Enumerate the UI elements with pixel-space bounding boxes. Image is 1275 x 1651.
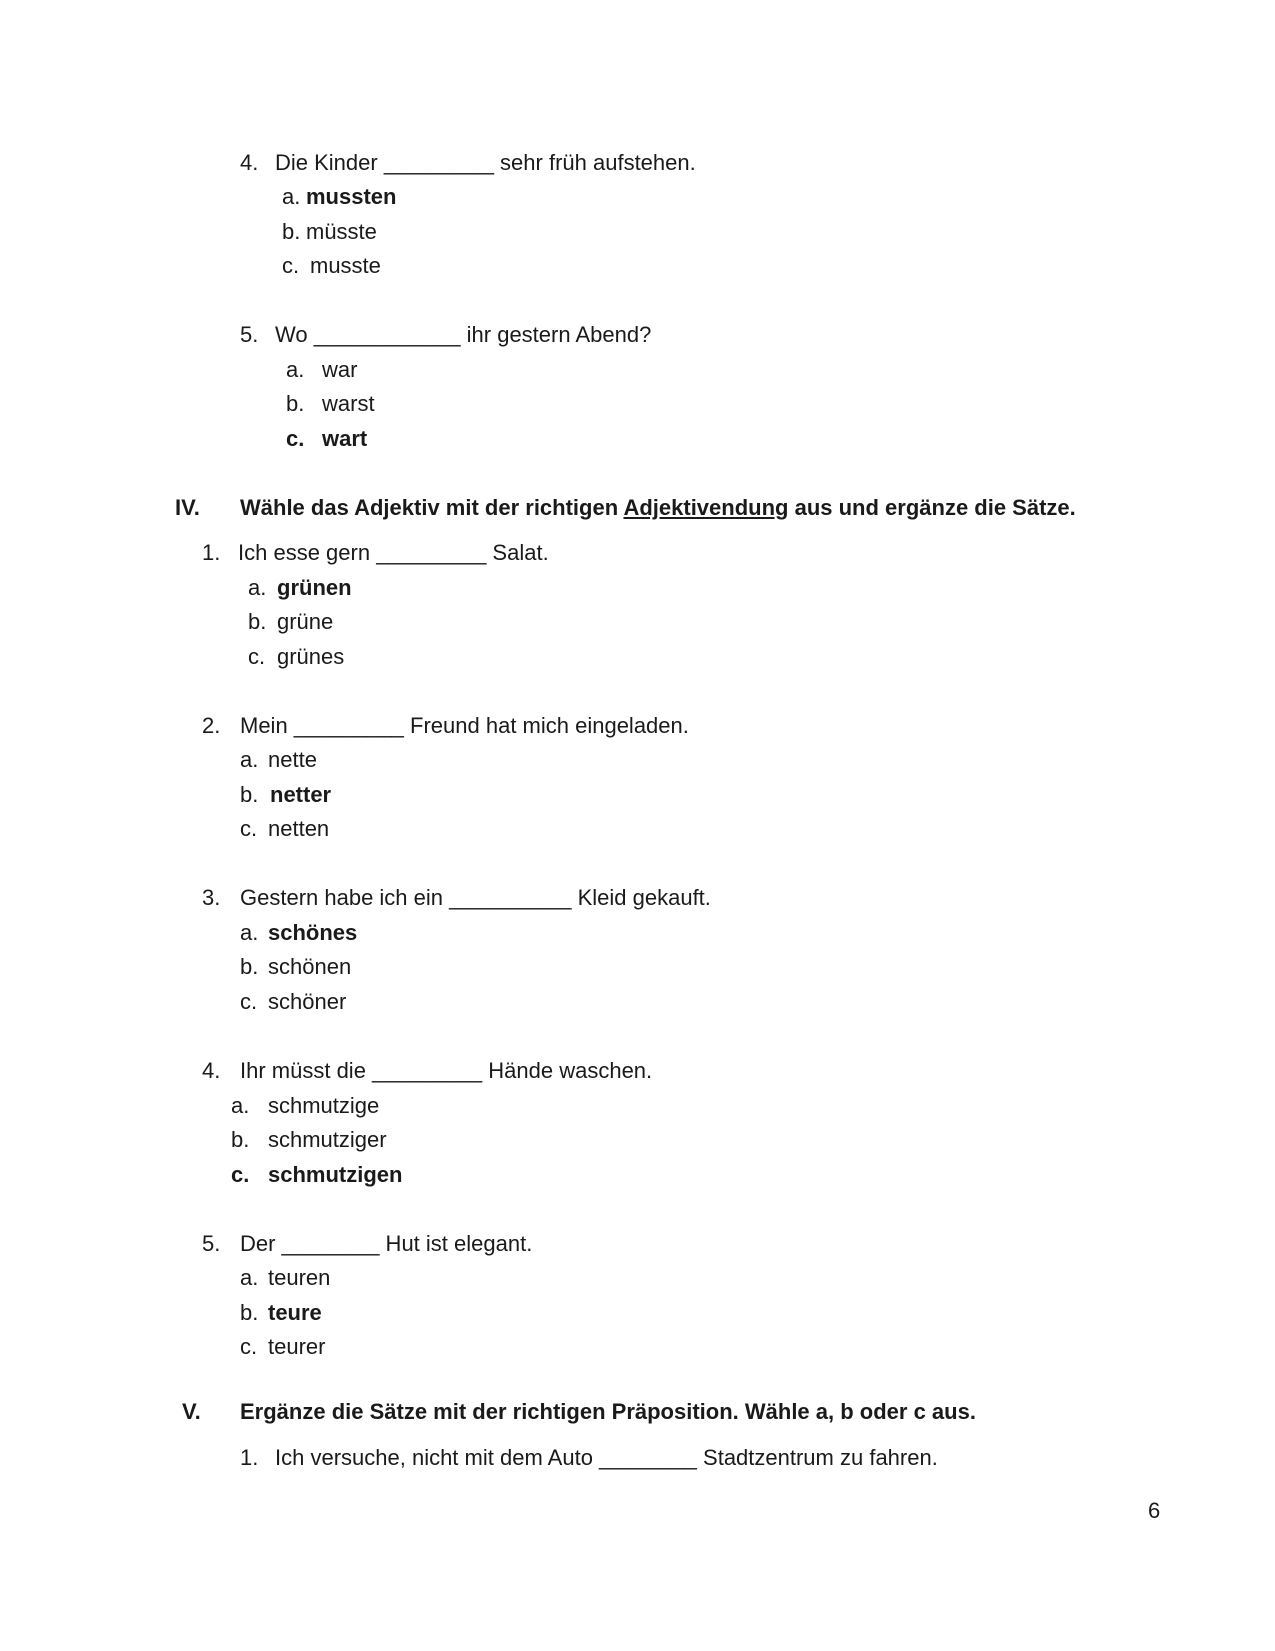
question-text: Gestern habe ich ein __________ Kleid gekauft. <box>240 885 711 910</box>
question-number: 5. <box>202 1231 221 1256</box>
section-numeral: IV. <box>175 495 200 520</box>
option-letter: c. <box>240 816 258 841</box>
question-text: Wo ____________ ihr gestern Abend? <box>275 322 652 347</box>
option-text: teuren <box>268 1265 331 1290</box>
question-number: 1. <box>240 1445 259 1470</box>
option-letter: c. <box>282 253 300 278</box>
option-letter: c. <box>240 989 258 1014</box>
question-number: 4. <box>202 1058 221 1083</box>
option-text-correct: teure <box>268 1300 322 1325</box>
option-text-correct: wart <box>322 426 368 451</box>
question-text: Ich versuche, nicht mit dem Auto ________ Stadtzentrum zu fahren. <box>275 1445 938 1470</box>
option-letter-correct: c. <box>231 1162 250 1187</box>
option-letter: b. <box>240 954 259 979</box>
option-letter: a. <box>282 184 301 209</box>
option-text: müsste <box>306 219 377 244</box>
option-letter: c. <box>240 1334 258 1359</box>
option-text: musste <box>310 253 381 278</box>
option-letter: a. <box>240 1265 259 1290</box>
question-number: 2. <box>202 713 221 738</box>
page-number: 6 <box>1148 1498 1161 1523</box>
option-text-correct: mussten <box>306 184 397 209</box>
option-text-correct: schmutzigen <box>268 1162 403 1187</box>
option-letter: b. <box>231 1127 250 1152</box>
section-numeral: V. <box>182 1399 201 1424</box>
option-letter: b. <box>286 391 305 416</box>
option-letter: b. <box>282 219 301 244</box>
option-text: war <box>322 357 358 382</box>
question-number: 5. <box>240 322 259 347</box>
option-text: grünes <box>277 644 345 669</box>
option-text: schmutzige <box>268 1093 380 1118</box>
question-text: Der ________ Hut ist elegant. <box>240 1231 533 1256</box>
option-letter: a. <box>248 575 267 600</box>
option-letter: a. <box>286 357 305 382</box>
option-letter-correct: c. <box>286 426 305 451</box>
option-letter: c. <box>248 644 266 669</box>
option-text-correct: grünen <box>277 575 352 600</box>
question-text: Ich esse gern _________ Salat. <box>238 540 549 565</box>
option-letter: a. <box>231 1093 250 1118</box>
option-text: netten <box>268 816 330 841</box>
option-text: schönen <box>268 954 352 979</box>
option-text: warst <box>322 391 375 416</box>
option-text: grüne <box>277 609 334 634</box>
option-text-correct: schönes <box>268 920 358 945</box>
question-text: Ihr müsst die _________ Hände waschen. <box>240 1058 653 1083</box>
section-heading: Ergänze die Sätze mit der richtigen Präposition. Wähle a, b oder c aus. <box>240 1399 976 1424</box>
option-text: nette <box>268 747 317 772</box>
option-letter: b. <box>240 1300 259 1325</box>
question-number: 1. <box>202 540 221 565</box>
question-number: 4. <box>240 150 259 175</box>
question-text: Mein _________ Freund hat mich eingeladen. <box>240 713 689 738</box>
option-letter: b. <box>248 609 267 634</box>
option-text: schmutziger <box>268 1127 387 1152</box>
option-text: teurer <box>268 1334 326 1359</box>
option-letter: b. <box>240 782 259 807</box>
option-text-correct: netter <box>270 782 332 807</box>
question-text: Die Kinder _________ sehr früh aufstehen. <box>275 150 696 175</box>
option-text: schöner <box>268 989 347 1014</box>
section-heading: Wähle das Adjektiv mit der richtigen Adjektivendung aus und ergänze die Sätze. <box>240 495 1076 520</box>
question-number: 3. <box>202 885 221 910</box>
option-letter: a. <box>240 920 259 945</box>
option-letter: a. <box>240 747 259 772</box>
